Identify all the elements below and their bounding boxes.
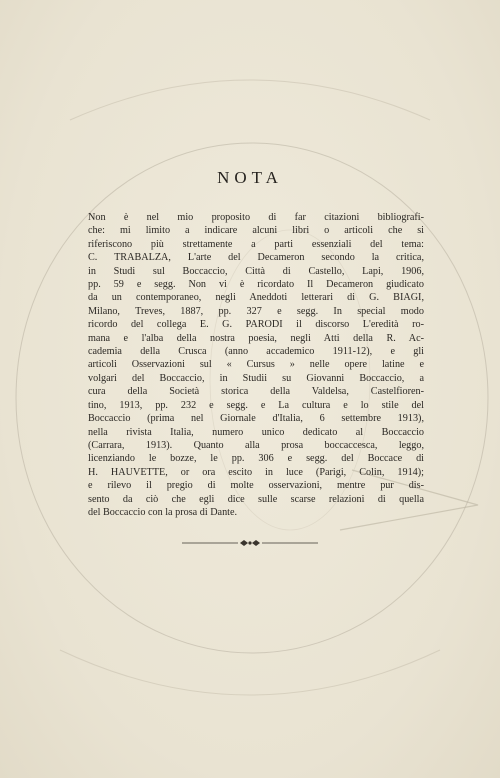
note-body [88, 211, 424, 519]
text-line: Milano, Treves, 1887, pp. 327 e segg. In special modo [88, 305, 424, 317]
page-title: NOTA [217, 168, 283, 187]
text-line: da un contemporaneo, negli Aneddoti letterari di G. BIAGI, [88, 292, 424, 304]
text-line: pp. 59 e segg. Non vi è ricordato Il Decameron giudicato [88, 279, 424, 291]
text-line: riferiscono più strettamente a parti essenziali del tema: [88, 238, 424, 250]
text-line: che: mi limito a indicare alcuni libri o articoli che si [88, 225, 424, 237]
text-line: (Carrara, 1913). Quanto alla prosa boccaccesca, leggo, [88, 439, 424, 451]
text-line: Boccaccio (prima nel Giornale d'Italia, 6 settembre 1913), [88, 413, 424, 425]
text-line: sento da ciò che egli dice sulle scarse relazioni di quella [88, 493, 424, 505]
text-line: H. HAUVETTE, or ora escito in luce (Parigi, Colin, 1914); [88, 466, 424, 478]
text-line: ricordo del collega E. G. PARODI il discorso L'eredità ro- [88, 319, 424, 331]
text-line: C. TRABALZA, L'arte del Decameron secondo la critica, [88, 252, 424, 264]
text-line: mana e l'alba della nostra poesia, negli Atti della R. Ac- [88, 332, 424, 344]
text-line: tino, 1913, pp. 232 e segg. e La cultura e lo stile del [88, 399, 424, 411]
text-line: articoli Osservazioni sul « Cursus » nelle opere latine e [88, 359, 424, 371]
ornament-divider [180, 538, 320, 548]
text-line: del Boccaccio con la prosa di Dante. [88, 506, 238, 518]
text-line: in Studi sul Boccaccio, Città di Castello, Lapi, 1906, [88, 265, 424, 277]
text-line: volgari del Boccaccio, in Studii su Giovanni Boccaccio, a [88, 372, 424, 384]
text-line: cura della Società storica della Valdelsa, Castelfioren- [88, 386, 424, 398]
text-line: Non è nel mio proposito di far citazioni bibliografi- [88, 212, 424, 223]
text-line: e rilevo il pregio di molte osservazioni, mentre pur dis- [88, 480, 424, 492]
text-line: nella rivista Italia, numero unico dedicato al Boccaccio [88, 426, 424, 438]
text-line: licenziando le bozze, le pp. 306 e segg. del Boccace di [88, 453, 424, 465]
text-line: cademia della Crusca (anno accademico 1911-12), e gli [88, 346, 424, 358]
